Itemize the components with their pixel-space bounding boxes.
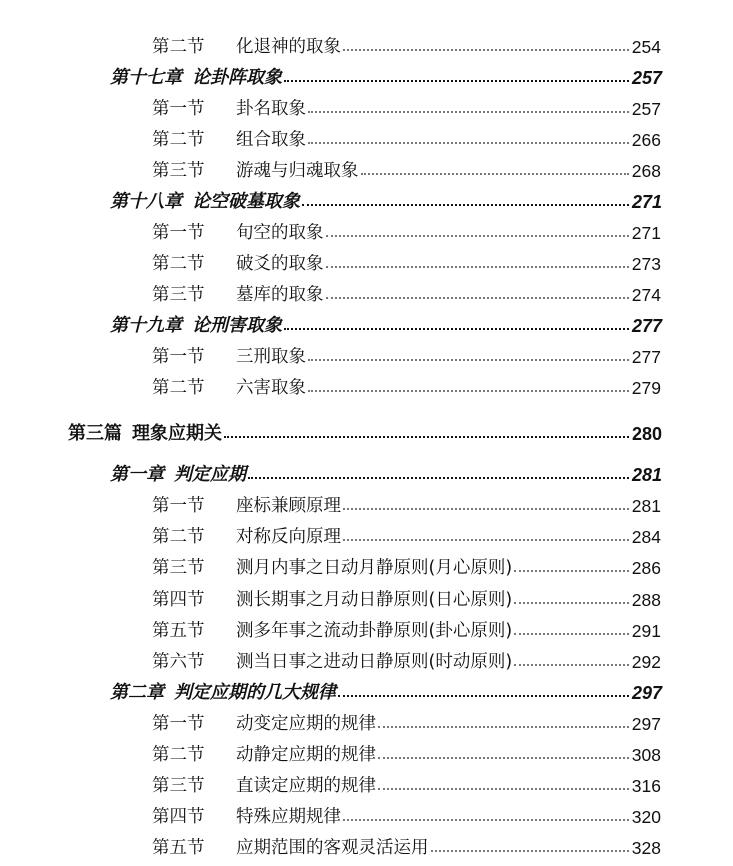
toc-page-number: 268 [631,161,661,181]
toc-entry-title: 游魂与归魂取象 [236,161,359,181]
toc-section-entry[interactable] [0,277,661,305]
toc-section-entry[interactable] [0,519,661,547]
toc-section-entry[interactable] [0,768,661,796]
toc-entry-label [110,192,300,212]
toc-entry-title: 对称反向原理 [236,527,341,547]
toc-entry-number: 第五节 [152,621,205,641]
toc-chapter-entry[interactable] [0,675,662,703]
toc-entry-number: 第一节 [152,99,205,119]
toc-entry-number: 第一节 [152,714,205,734]
dot-leader [361,173,629,175]
toc-page-number: 284 [631,527,661,547]
toc-entry-label [152,527,341,547]
toc-entry-title: 测月内事之日动月静原则(月心原则) [236,558,513,578]
toc-part-entry[interactable] [0,416,662,444]
toc-entry-number: 第一章 [110,464,164,485]
toc-page-number: 277 [631,316,662,336]
toc-chapter-entry[interactable] [0,457,662,485]
toc-entry-title: 动静定应期的规律 [236,745,376,765]
toc-page-number: 273 [631,254,661,274]
toc-entry-number: 第三篇 [68,423,122,444]
dot-leader [514,602,629,604]
toc-section-entry[interactable] [0,582,661,610]
toc-page-number: 257 [631,99,661,119]
toc-section-entry[interactable] [0,737,661,765]
toc-section-entry[interactable] [0,29,661,57]
toc-entry-label [152,254,324,274]
toc-entry-number: 第五节 [152,838,205,858]
toc-entry-label [68,424,222,444]
toc-page-number: 291 [631,621,661,641]
toc-entry-number: 第三节 [152,161,205,181]
toc-entry-number: 第二节 [152,130,205,150]
toc-entry-label [152,223,324,243]
toc-page-number: 279 [631,378,661,398]
dot-leader [326,266,629,268]
dot-leader [343,508,629,510]
toc-entry-number: 第二节 [152,254,205,274]
toc-entry-number: 第二节 [152,527,205,547]
toc-entry-number: 第十九章 [110,315,182,336]
toc-entry-title: 应期范围的客观灵活运用 [236,838,429,858]
toc-page-number: 271 [631,192,662,212]
toc-section-entry[interactable] [0,830,661,858]
toc-chapter-entry[interactable] [0,60,662,88]
dot-leader [284,80,629,82]
toc-entry-title: 论卦阵取象 [192,67,282,88]
dot-leader [378,726,629,728]
toc-entry-number: 第六节 [152,652,205,672]
toc-section-entry[interactable] [0,799,661,827]
toc-entry-title: 论空破墓取象 [192,191,300,212]
toc-section-entry[interactable] [0,153,661,181]
toc-page-number: 281 [631,465,662,485]
toc-page-number: 288 [631,590,661,610]
toc-entry-title: 座标兼顾原理 [236,496,341,516]
toc-entry-title: 三刑取象 [236,347,306,367]
toc-entry-number: 第一节 [152,223,205,243]
toc-entry-label [152,347,306,367]
toc-entry-label [110,465,246,485]
toc-section-entry[interactable] [0,339,661,367]
toc-entry-label [110,316,282,336]
toc-page-number: 297 [631,714,661,734]
toc-section-entry[interactable] [0,706,661,734]
toc-entry-number: 第三节 [152,558,205,578]
toc-page-number: 277 [631,347,661,367]
dot-leader [326,235,629,237]
toc-entry-number: 第一节 [152,496,205,516]
toc-page-number: 254 [631,37,661,57]
toc-section-entry[interactable] [0,550,661,578]
toc-entry-label [152,496,341,516]
dot-leader [308,111,629,113]
toc-entry-number: 第二节 [152,745,205,765]
toc-entry-title: 特殊应期规律 [236,807,341,827]
dot-leader [514,664,629,666]
toc-entry-title: 判定应期 [174,464,246,485]
dot-leader [302,204,629,206]
dot-leader [343,539,629,541]
toc-entry-title: 卦名取象 [236,99,306,119]
toc-entry-title: 论刑害取象 [192,315,282,336]
toc-entry-label [152,745,376,765]
toc-page-number: 292 [631,652,661,672]
toc-section-entry[interactable] [0,122,661,150]
toc-entry-label [152,652,512,672]
toc-entry-number: 第二节 [152,378,205,398]
dot-leader [338,695,629,697]
dot-leader [308,390,629,392]
dot-leader [308,359,629,361]
toc-entry-label [152,776,376,796]
toc-section-entry[interactable] [0,246,661,274]
toc-page-number: 271 [631,223,661,243]
toc-entry-title: 理象应期关 [132,423,222,444]
toc-entry-title: 判定应期的几大规律 [174,682,336,703]
toc-entry-label [152,590,512,610]
dot-leader [284,328,629,330]
toc-entry-label [152,161,359,181]
toc-entry-title: 测当日事之进动日静原则(时动原则) [236,652,513,672]
toc-entry-title: 墓库的取象 [236,285,324,305]
toc-entry-number: 第三节 [152,776,205,796]
toc-section-entry[interactable] [0,488,661,516]
toc-entry-number: 第一节 [152,347,205,367]
toc-entry-label [152,285,324,305]
toc-page-number: 281 [631,496,661,516]
toc-entry-label [152,714,376,734]
toc-section-entry[interactable] [0,613,661,641]
dot-leader [308,142,629,144]
dot-leader [343,49,629,51]
toc-entry-number: 第四节 [152,807,205,827]
toc-entry-number: 第三节 [152,285,205,305]
toc-entry-title: 破爻的取象 [236,254,324,274]
dot-leader [326,297,629,299]
toc-page-number: 320 [631,807,661,827]
toc-entry-title: 化退神的取象 [236,37,341,57]
toc-entry-number: 第四节 [152,590,205,610]
toc-page-number: 328 [631,838,661,858]
toc-chapter-entry[interactable] [0,184,662,212]
toc-page-number: 274 [631,285,661,305]
toc-entry-title: 动变定应期的规律 [236,714,376,734]
toc-entry-label [110,68,282,88]
toc-entry-number: 第十八章 [110,191,182,212]
dot-leader [514,633,629,635]
toc-page-number: 266 [631,130,661,150]
dot-leader [343,819,629,821]
toc-page-number: 257 [631,68,662,88]
toc-page-number: 308 [631,745,661,765]
dot-leader [248,477,629,479]
toc-section-entry[interactable] [0,91,661,119]
dot-leader [514,570,629,572]
toc-entry-label [152,37,341,57]
toc-entry-title: 六害取象 [236,378,306,398]
toc-page-number: 286 [631,558,661,578]
toc-section-entry[interactable] [0,644,661,672]
toc-page-number: 297 [631,683,662,703]
toc-section-entry[interactable] [0,370,661,398]
toc-entry-label [152,378,306,398]
toc-entry-title: 组合取象 [236,130,306,150]
dot-leader [378,757,629,759]
toc-entry-label [152,130,306,150]
toc-entry-label [110,683,336,703]
toc-entry-number: 第二章 [110,682,164,703]
toc-entry-label [152,558,512,578]
toc-page-number: 316 [631,776,661,796]
toc-entry-title: 旬空的取象 [236,223,324,243]
toc-entry-number: 第二节 [152,37,205,57]
toc-section-entry[interactable] [0,215,661,243]
toc-page-number: 280 [631,424,662,444]
toc-chapter-entry[interactable] [0,308,662,336]
dot-leader [378,788,629,790]
toc-entry-label [152,807,341,827]
toc-entry-title: 测长期事之月动日静原则(日心原则) [236,590,513,610]
toc-entry-title: 测多年事之流动卦静原则(卦心原则) [236,621,513,641]
toc-entry-number: 第十七章 [110,67,182,88]
dot-leader [431,850,629,852]
toc-entry-label [152,838,429,858]
toc-entry-label [152,99,306,119]
toc-entry-title: 直读定应期的规律 [236,776,376,796]
toc-entry-label [152,621,512,641]
dot-leader [224,436,629,438]
